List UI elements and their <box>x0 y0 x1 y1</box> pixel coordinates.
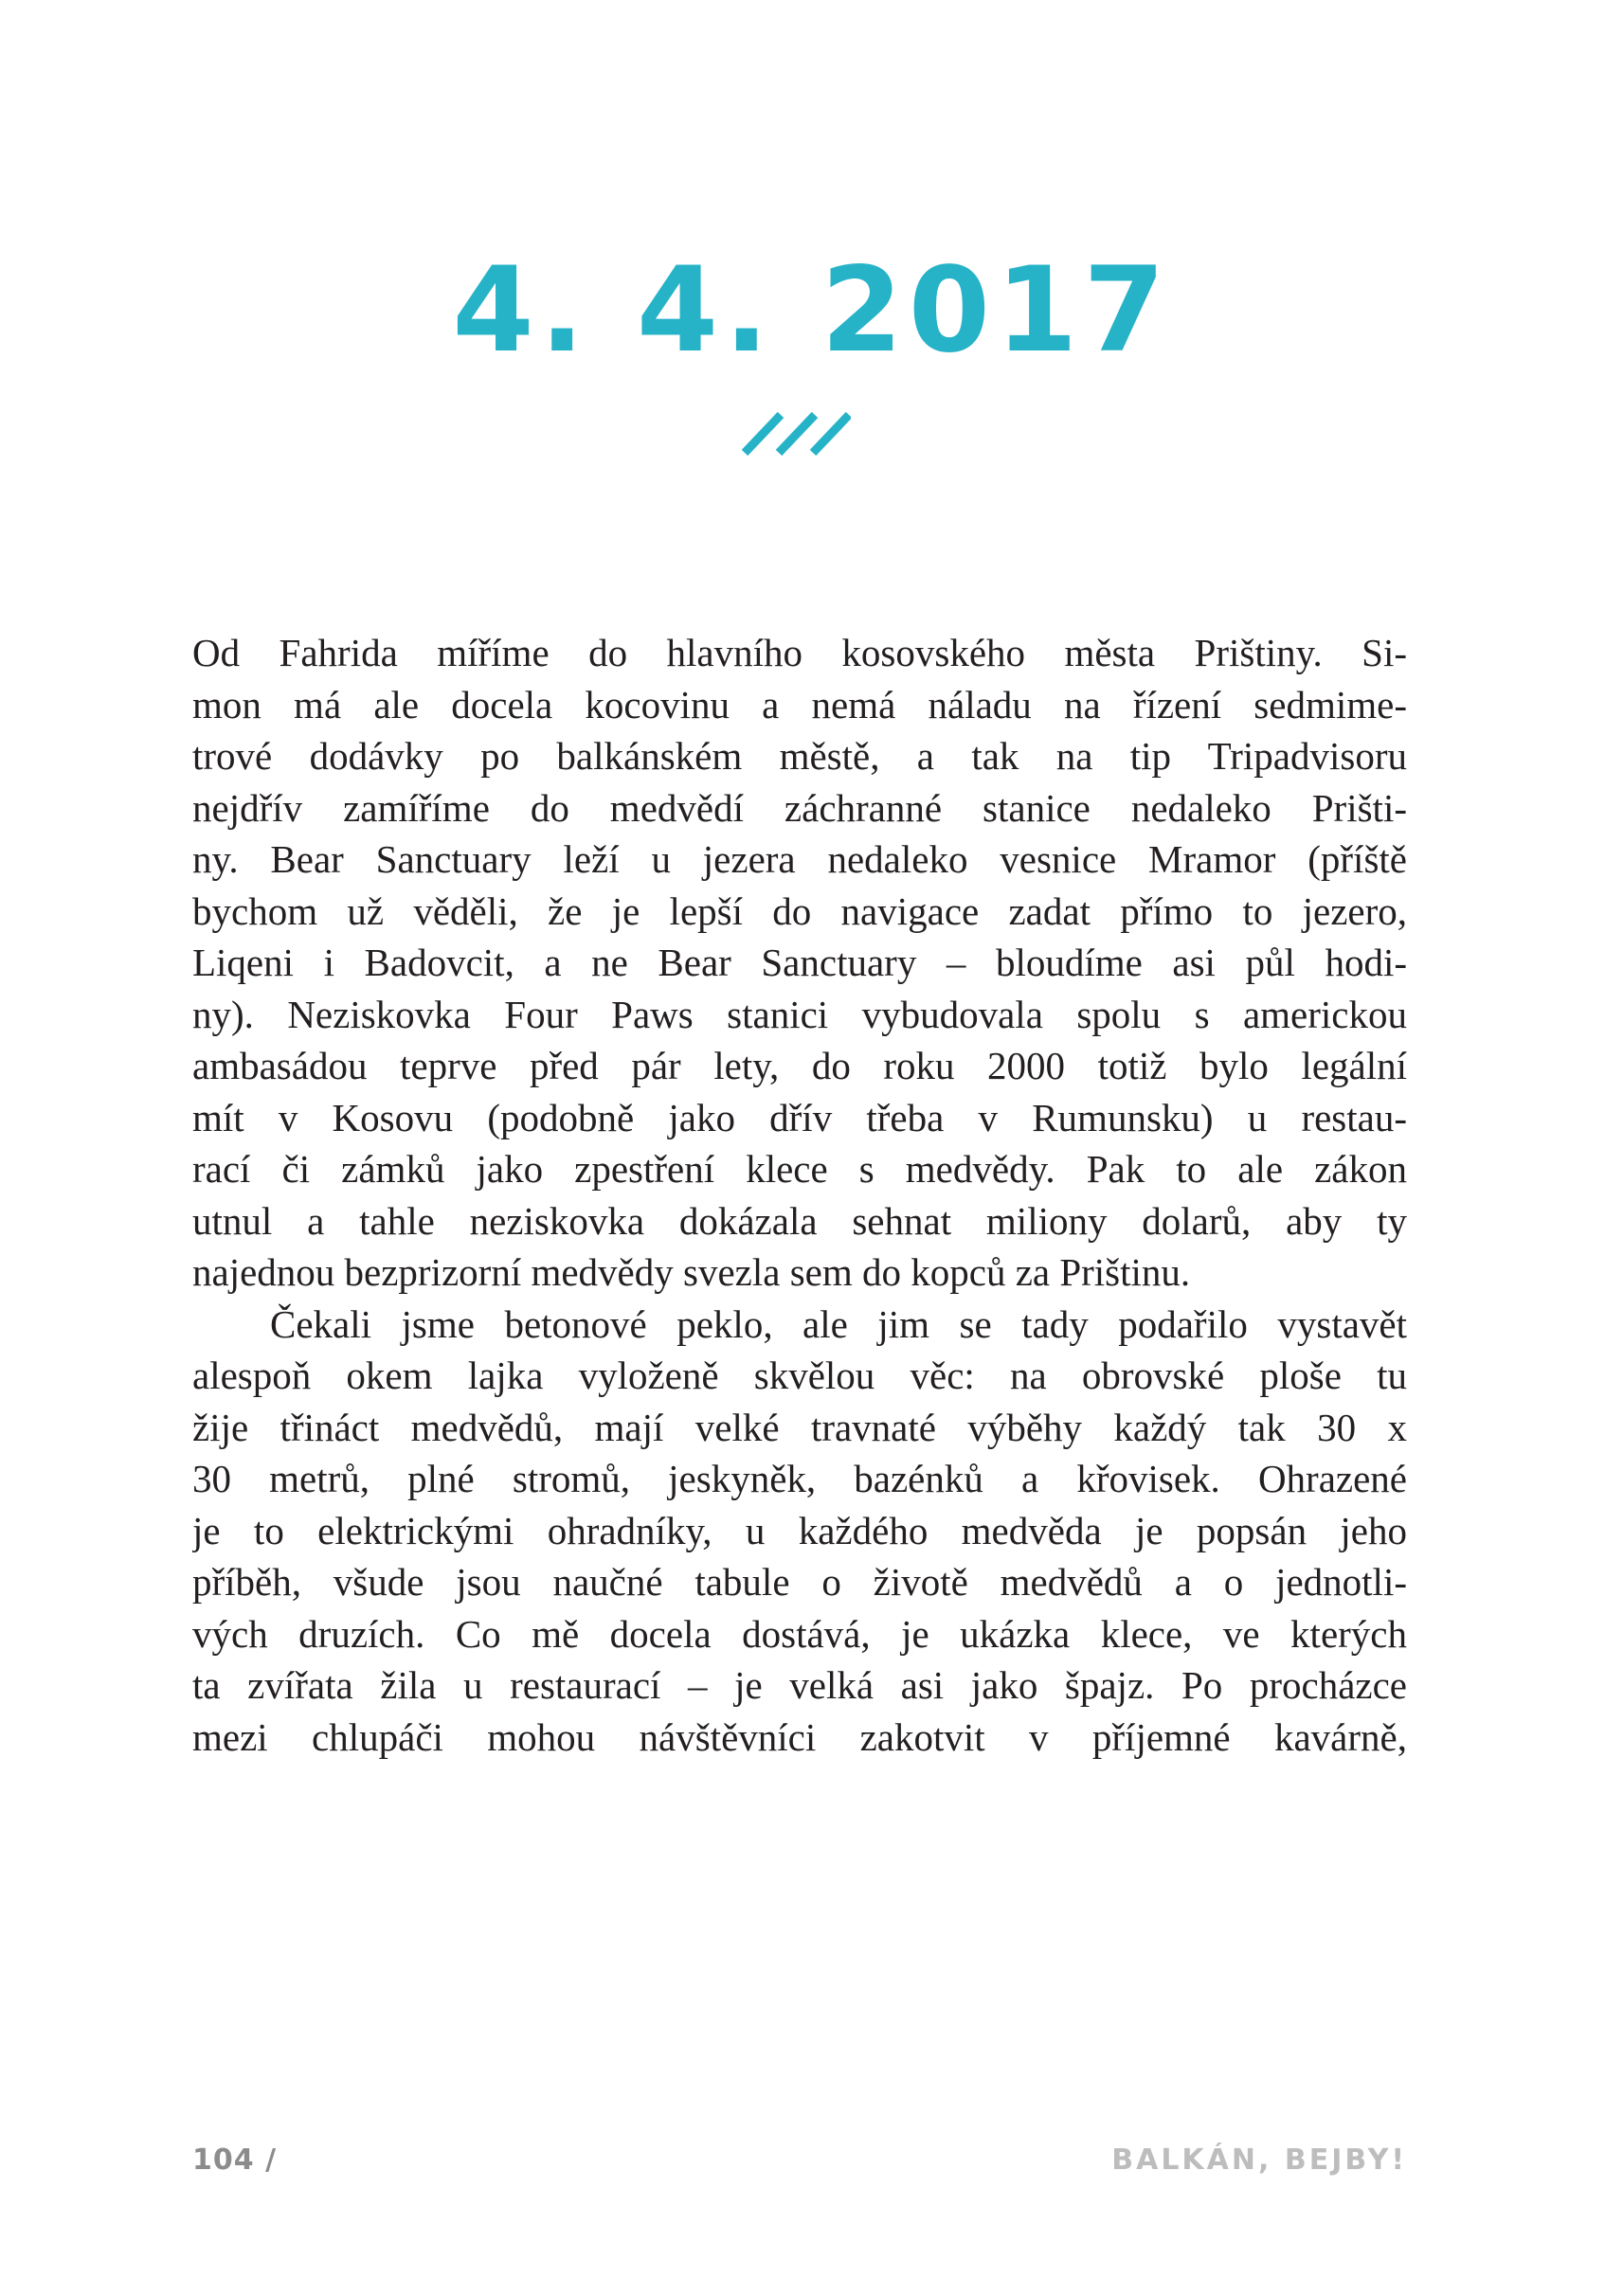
text-line: příběh, všude jsou naučné tabule o životě medvědů a o jednotli- <box>192 1560 1407 1604</box>
triple-slash-divider-icon <box>741 409 851 457</box>
text-line: trové dodávky po balkánském městě, a tak na tip Tripadvisoru <box>192 734 1407 778</box>
running-book-title: BALKÁN, BEJBY! <box>1111 2144 1407 2177</box>
text-line: rací či zámků jako zpestření klece s medvědy. Pak to ale zákon <box>192 1147 1407 1191</box>
text-line: Od Fahrida míříme do hlavního kosovského města Prištiny. Si- <box>192 631 1407 674</box>
text-line: Liqeni i Badovcit, a ne Bear Sanctuary – bloudíme asi půl hodi- <box>192 941 1407 984</box>
text-line: nejdřív zamíříme do medvědí záchranné stanice nedaleko Prišti- <box>192 785 1407 830</box>
text-line: 30 metrů, plné stromů, jeskyněk, bazénků a křovisek. Ohrazené <box>192 1457 1407 1500</box>
text-line: Čekali jsme betonové peklo, ale jim se tady podařilo vystavět <box>270 1301 1407 1346</box>
text-line: ny. Bear Sanctuary leží u jezera nedaleko vesnice Mramor (příště <box>192 837 1407 881</box>
text-line: bychom už věděli, že je lepší do navigace zadat přímo to jezero, <box>192 888 1407 933</box>
body-text <box>192 627 1407 1763</box>
chapter-date-heading: 4. 4. 2017 <box>452 242 1171 379</box>
text-line: ny). Neziskovka Four Paws stanici vybudovala spolu s americkou <box>192 992 1407 1036</box>
page-number: 104 / <box>192 2144 278 2177</box>
text-line: utnul a tahle neziskovka dokázala sehnat miliony dolarů, aby ty <box>192 1198 1407 1243</box>
text-line: alespoň okem lajka vyloženě skvělou věc: na obrovské ploše tu <box>192 1354 1407 1397</box>
text-line: ambasádou teprve před pár lety, do roku 2000 totiž bylo legální <box>192 1044 1407 1087</box>
text-line: vých druzích. Co mě docela dostává, je ukázka klece, ve kterých <box>192 1611 1407 1656</box>
paragraph-1 <box>192 627 1407 1299</box>
text-line: mon má ale docela kocovinu a nemá náladu na řízení sedmime- <box>192 682 1407 726</box>
text-line: je to elektrickými ohradníky, u každého medvěda je popsán jeho <box>192 1508 1407 1552</box>
text-line: mezi chlupáči mohou návštěvníci zakotvit v příjemné kavárně, <box>192 1714 1407 1759</box>
text-line: žije třináct medvědů, mají velké travnaté výběhy každý tak 30 x <box>192 1405 1407 1449</box>
text-line: mít v Kosovu (podobně jako dřív třeba v Rumunsku) u restau- <box>192 1095 1407 1139</box>
paragraph-2 <box>192 1299 1407 1764</box>
text-line: ta zvířata žila u restaurací – je velká asi jako špajz. Po procházce <box>192 1663 1407 1707</box>
text-line: najednou bezprizorní medvědy svezla sem do kopců za Prištinu. <box>192 1250 1191 1294</box>
